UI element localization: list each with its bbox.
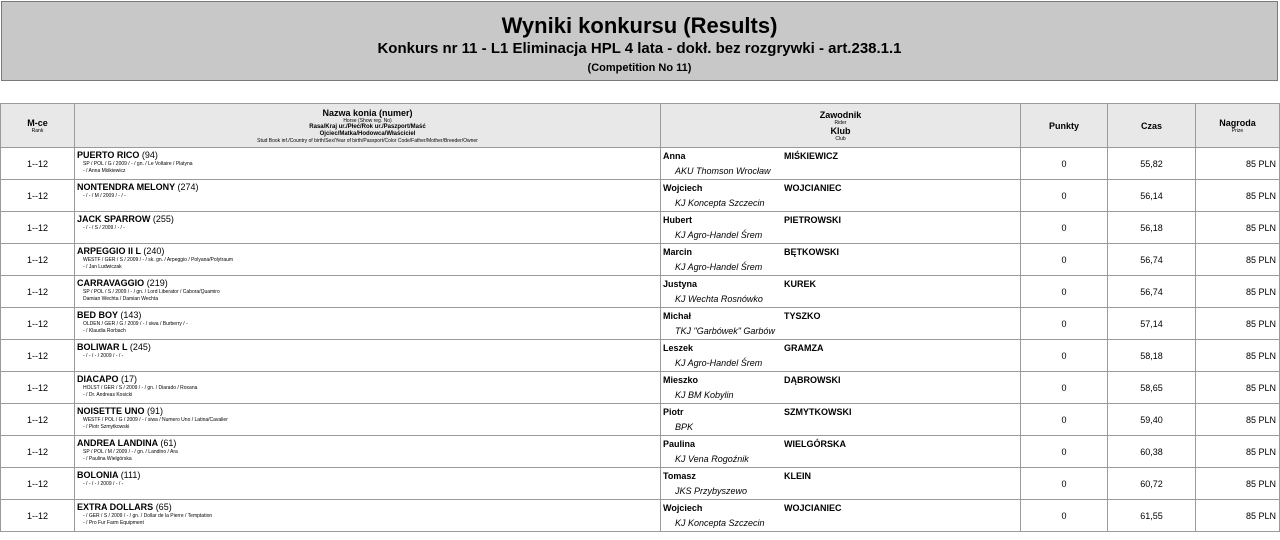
results-table <box>0 103 1280 532</box>
prize-cell: 85 PLN <box>1196 500 1280 532</box>
rider-first-name: Justyna <box>663 279 698 289</box>
points-cell: 0 <box>1021 148 1108 180</box>
rider-last-name: MIŚKIEWICZ <box>784 151 838 161</box>
time-cell: 59,40 <box>1108 404 1196 436</box>
horse-owner: - / Piotr Szmytkowski <box>83 424 130 430</box>
time-header: Czas <box>1108 104 1196 148</box>
horse-cell <box>75 404 661 436</box>
rider-first-name: Marcin <box>663 247 693 257</box>
horse-name: ARPEGGIO II L <box>77 246 141 256</box>
club-name: JKS Przybyszewo <box>675 486 748 496</box>
rider-first-name: Paulina <box>663 439 696 449</box>
horse-name: NOISETTE UNO <box>77 406 145 416</box>
horse-owner: - / Anna Miśkiewicz <box>83 168 126 174</box>
time-cell: 58,18 <box>1108 340 1196 372</box>
horse-cell <box>75 148 661 180</box>
prize-cell: 85 PLN <box>1196 308 1280 340</box>
rank-cell: 1--12 <box>1 180 75 212</box>
rider-first-name: Tomasz <box>663 471 696 481</box>
points-cell: 0 <box>1021 244 1108 276</box>
rider-cell <box>661 436 1021 468</box>
rider-cell <box>661 404 1021 436</box>
prize-cell: 85 PLN <box>1196 340 1280 372</box>
prize-cell: 85 PLN <box>1196 276 1280 308</box>
horse-number: (94) <box>141 150 158 160</box>
time-cell: 56,18 <box>1108 212 1196 244</box>
time-cell: 60,72 <box>1108 468 1196 500</box>
prize-cell: 85 PLN <box>1196 148 1280 180</box>
horse-owner: - / Paulina Wielgórska <box>83 456 132 462</box>
horse-name: BED BOY <box>77 310 118 320</box>
points-cell: 0 <box>1021 180 1108 212</box>
competition-number: (Competition No 11) <box>587 62 692 74</box>
rank-cell: 1--12 <box>1 212 75 244</box>
rider-cell <box>661 276 1021 308</box>
prize-cell: 85 PLN <box>1196 244 1280 276</box>
horse-owner: - / Pro Fur Farm Equipment <box>83 520 144 526</box>
rider-first-name: Piotr <box>663 407 684 417</box>
horse-name: BOLIWAR L <box>77 342 128 352</box>
rider-cell <box>661 468 1021 500</box>
time-cell: 56,74 <box>1108 276 1196 308</box>
points-cell: 0 <box>1021 308 1108 340</box>
horse-cell <box>75 244 661 276</box>
rider-cell <box>661 212 1021 244</box>
table-row <box>1 244 1280 276</box>
horse-details: SP / POL / M / 2009 / - / gn. / Landino / Ara <box>83 449 178 455</box>
rider-last-name: BĘTKOWSKI <box>784 247 839 257</box>
rider-header: Zawodnik Rider Klub Club <box>661 104 1021 148</box>
horse-number: (240) <box>143 246 165 256</box>
rider-first-name: Leszek <box>663 343 694 353</box>
rider-cell <box>661 180 1021 212</box>
rider-cell <box>661 500 1021 532</box>
rider-last-name: WIELGÓRSKA <box>784 439 846 449</box>
horse-name: CARRAVAGGIO <box>77 278 145 288</box>
rider-first-name: Hubert <box>663 215 692 225</box>
horse-owner: - / Dr. Andreas Kosicki <box>83 392 133 398</box>
horse-owner: - / Jan Ludwiczak <box>83 264 122 270</box>
rank-cell: 1--12 <box>1 308 75 340</box>
points-cell: 0 <box>1021 372 1108 404</box>
club-name: KJ Vena Rogoźnik <box>675 454 749 464</box>
horse-details: OLDEN / GER / G / 2009 / - / siwa / Burberry / - <box>83 321 188 327</box>
time-cell: 56,14 <box>1108 180 1196 212</box>
horse-details: HOLST / GER / S / 2009 / - / gn. / Diarado / Roxana <box>83 385 198 391</box>
rider-cell <box>661 372 1021 404</box>
horse-name: NONTENDRA MELONY <box>77 182 176 192</box>
time-cell: 61,55 <box>1108 500 1196 532</box>
rider-cell <box>661 148 1021 180</box>
horse-details: - / - / M / 2009 / - / - <box>83 193 126 199</box>
rider-last-name: PIETROWSKI <box>784 215 842 225</box>
points-cell: 0 <box>1021 212 1108 244</box>
horse-details: - / - / S / 2009 / - / - <box>83 225 125 231</box>
club-name: KJ BM Kobylin <box>675 390 734 400</box>
prize-cell: 85 PLN <box>1196 372 1280 404</box>
horse-name: DIACAPO <box>77 374 119 384</box>
horse-owner: - / Klaudia Rorbach <box>83 328 126 334</box>
table-row <box>1 212 1280 244</box>
rider-first-name: Michał <box>663 311 692 321</box>
rank-cell: 1--12 <box>1 468 75 500</box>
horse-number: (219) <box>146 278 168 288</box>
club-name: KJ Agro-Handel Śrem <box>675 358 763 368</box>
horse-cell <box>75 468 661 500</box>
horse-cell <box>75 180 661 212</box>
rank-cell: 1--12 <box>1 500 75 532</box>
page-title: Wyniki konkursu (Results) <box>501 13 778 38</box>
horse-cell <box>75 500 661 532</box>
rider-cell <box>661 308 1021 340</box>
prize-cell: 85 PLN <box>1196 404 1280 436</box>
rank-cell: 1--12 <box>1 404 75 436</box>
rider-first-name: Anna <box>663 151 686 161</box>
points-cell: 0 <box>1021 340 1108 372</box>
table-row <box>1 436 1280 468</box>
time-cell: 56,74 <box>1108 244 1196 276</box>
rider-last-name: TYSZKO <box>784 311 821 321</box>
horse-details: - / GER / S / 2009 / - / gn. / Dollar de la Pierre / Temptation <box>83 513 213 519</box>
results-header <box>1 1 1278 81</box>
rider-first-name: Mieszko <box>663 375 699 385</box>
table-row <box>1 340 1280 372</box>
points-cell: 0 <box>1021 468 1108 500</box>
club-name: AKU Thomson Wrocław <box>675 166 771 176</box>
rank-cell: 1--12 <box>1 436 75 468</box>
horse-number: (111) <box>120 470 141 480</box>
time-cell: 57,14 <box>1108 308 1196 340</box>
rider-last-name: WOJCIANIEC <box>784 183 842 193</box>
table-row <box>1 180 1280 212</box>
horse-details: SP / POL / G / 2009 / - / gn. / Le Voltaire / Platyna <box>83 161 193 167</box>
table-row <box>1 308 1280 340</box>
horse-name: JACK SPARROW <box>77 214 151 224</box>
table-row <box>1 404 1280 436</box>
horse-number: (17) <box>121 374 138 384</box>
table-row <box>1 468 1280 500</box>
time-cell: 60,38 <box>1108 436 1196 468</box>
time-cell: 55,82 <box>1108 148 1196 180</box>
rank-cell: 1--12 <box>1 340 75 372</box>
table-row <box>1 148 1280 180</box>
horse-cell <box>75 436 661 468</box>
horse-number: (91) <box>147 406 164 416</box>
rider-first-name: Wojciech <box>663 183 703 193</box>
horse-details: WESTF / GER / S / 2009 / - / sk. gn. / Arpeggio / Polyana/Polytraum <box>83 257 234 263</box>
table-row <box>1 500 1280 532</box>
rider-last-name: GRAMZA <box>784 343 824 353</box>
points-cell: 0 <box>1021 276 1108 308</box>
horse-name: BOLONIA <box>77 470 119 480</box>
rider-cell <box>661 244 1021 276</box>
horse-number: (245) <box>129 342 151 352</box>
horse-number: (65) <box>155 502 172 512</box>
club-name: TKJ "Garbówek" Garbów <box>675 326 775 336</box>
rank-cell: 1--12 <box>1 276 75 308</box>
prize-cell: 85 PLN <box>1196 468 1280 500</box>
horse-header: Nazwa konia (numer) Horse (Show reg. No) Rasa/Kraj ur./Płeć/Rok ur./Paszport/Maść Ojciec/Matka/Hodowca/Właściciel Stud Book inf./Country of birth/Sex/Year of birth/Passport/Color Code/Father/Mother/Breeder/Owner <box>75 104 661 148</box>
rider-last-name: DĄBROWSKI <box>784 375 841 385</box>
horse-name: EXTRA DOLLARS <box>77 502 154 512</box>
horse-number: (255) <box>152 214 174 224</box>
rider-last-name: SZMYTKOWSKI <box>784 407 852 417</box>
points-cell: 0 <box>1021 436 1108 468</box>
horse-details: - / - / - / 2009 / - / - <box>83 481 124 487</box>
club-name: KJ Agro-Handel Śrem <box>675 230 763 240</box>
horse-cell <box>75 212 661 244</box>
rank-cell: 1--12 <box>1 244 75 276</box>
table-row <box>1 372 1280 404</box>
rider-first-name: Wojciech <box>663 503 703 513</box>
time-cell: 58,65 <box>1108 372 1196 404</box>
prize-cell: 85 PLN <box>1196 180 1280 212</box>
horse-cell <box>75 340 661 372</box>
club-name: BPK <box>675 422 694 432</box>
rider-last-name: WOJCIANIEC <box>784 503 842 513</box>
points-cell: 0 <box>1021 500 1108 532</box>
rider-last-name: KLEIN <box>784 471 811 481</box>
rank-cell: 1--12 <box>1 148 75 180</box>
horse-name: PUERTO RICO <box>77 150 140 160</box>
horse-details: SP / POL / S / 2009 / - / gn. / Lord Liberator / Cabora/Quamiro <box>83 289 220 295</box>
competition-subtitle: Konkurs nr 11 - L1 Eliminacja HPL 4 lata - dokł. bez rozgrywki - art.238.1.1 <box>377 40 902 57</box>
horse-details: WESTF / POL / G / 2009 / - / siwa / Numero Uno / Latina/Cavalier <box>83 417 228 423</box>
horse-number: (274) <box>177 182 199 192</box>
horse-cell <box>75 372 661 404</box>
club-name: KJ Koncepta Szczecin <box>675 518 765 528</box>
points-header: Punkty <box>1021 104 1108 148</box>
points-cell: 0 <box>1021 404 1108 436</box>
rider-last-name: KUREK <box>784 279 817 289</box>
table-row <box>1 276 1280 308</box>
prize-cell: 85 PLN <box>1196 212 1280 244</box>
horse-number: (61) <box>160 438 177 448</box>
table-header-row <box>1 104 1280 148</box>
club-name: KJ Agro-Handel Śrem <box>675 262 763 272</box>
horse-name: ANDREA LANDINA <box>77 438 158 448</box>
rank-cell: 1--12 <box>1 372 75 404</box>
rider-cell <box>661 340 1021 372</box>
club-name: KJ Wechta Rosnówko <box>675 294 763 304</box>
horse-cell <box>75 308 661 340</box>
club-name: KJ Koncepta Szczecin <box>675 198 765 208</box>
prize-cell: 85 PLN <box>1196 436 1280 468</box>
horse-cell <box>75 276 661 308</box>
prize-header: Nagroda Prize <box>1196 104 1280 148</box>
horse-owner: Damian Wechta / Damian Wechta <box>83 296 159 302</box>
horse-details: - / - / - / 2009 / - / - <box>83 353 124 359</box>
rank-header: M-ce Rank <box>1 104 75 148</box>
horse-number: (143) <box>120 310 142 320</box>
